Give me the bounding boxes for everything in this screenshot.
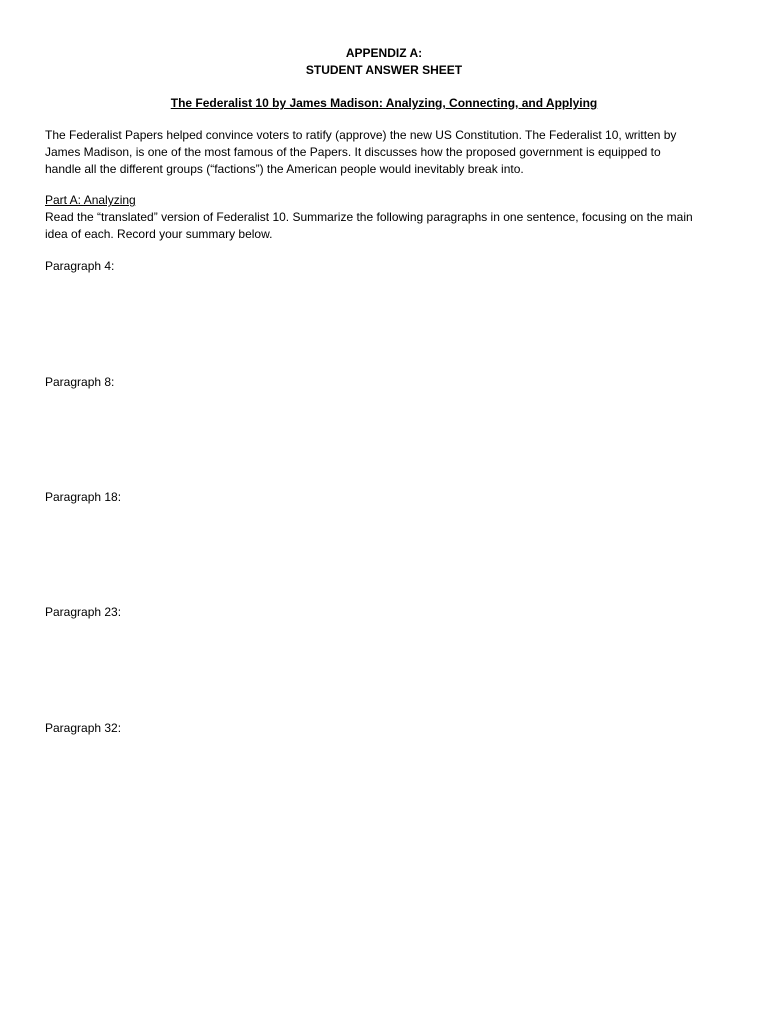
paragraph-23-answer-area[interactable] [45, 624, 705, 714]
intro-paragraph [45, 127, 705, 178]
paragraph-32-answer-area[interactable] [45, 740, 705, 830]
paragraph-23-label: Paragraph 23: [45, 605, 122, 619]
paragraph-18-label: Paragraph 18: [45, 490, 122, 504]
part-a-title: Part A: Analyzing [45, 193, 136, 207]
paragraph-32-label: Paragraph 32: [45, 721, 122, 735]
paragraph-8-label: Paragraph 8: [45, 375, 115, 389]
intro-line: The Federalist Papers helped convince voters to ratify (approve) the new US Constitution. The Federalist 10, written by [45, 128, 677, 142]
document-subtitle: The Federalist 10 by James Madison: Analyzing, Connecting, and Applying [170, 96, 598, 110]
instructions-line: idea of each. Record your summary below. [45, 227, 273, 241]
paragraph-4-label: Paragraph 4: [45, 259, 115, 273]
paragraph-18-answer-area[interactable] [45, 509, 705, 599]
instructions-line: Read the “translated” version of Federalist 10. Summarize the following paragraphs in one sentence, focusing on the main [45, 210, 693, 224]
intro-line: handle all the different groups (“factions”) the American people would inevitably break into. [45, 162, 524, 176]
intro-line: James Madison, is one of the most famous of the Papers. It discusses how the proposed government is equipped to [45, 145, 661, 159]
paragraph-4-answer-area[interactable] [45, 278, 705, 368]
part-a-instructions [45, 209, 705, 243]
paragraph-8-answer-area[interactable] [45, 394, 705, 484]
appendix-title: APPENDIZ A: [345, 46, 423, 60]
sheet-title: STUDENT ANSWER SHEET [305, 63, 463, 77]
